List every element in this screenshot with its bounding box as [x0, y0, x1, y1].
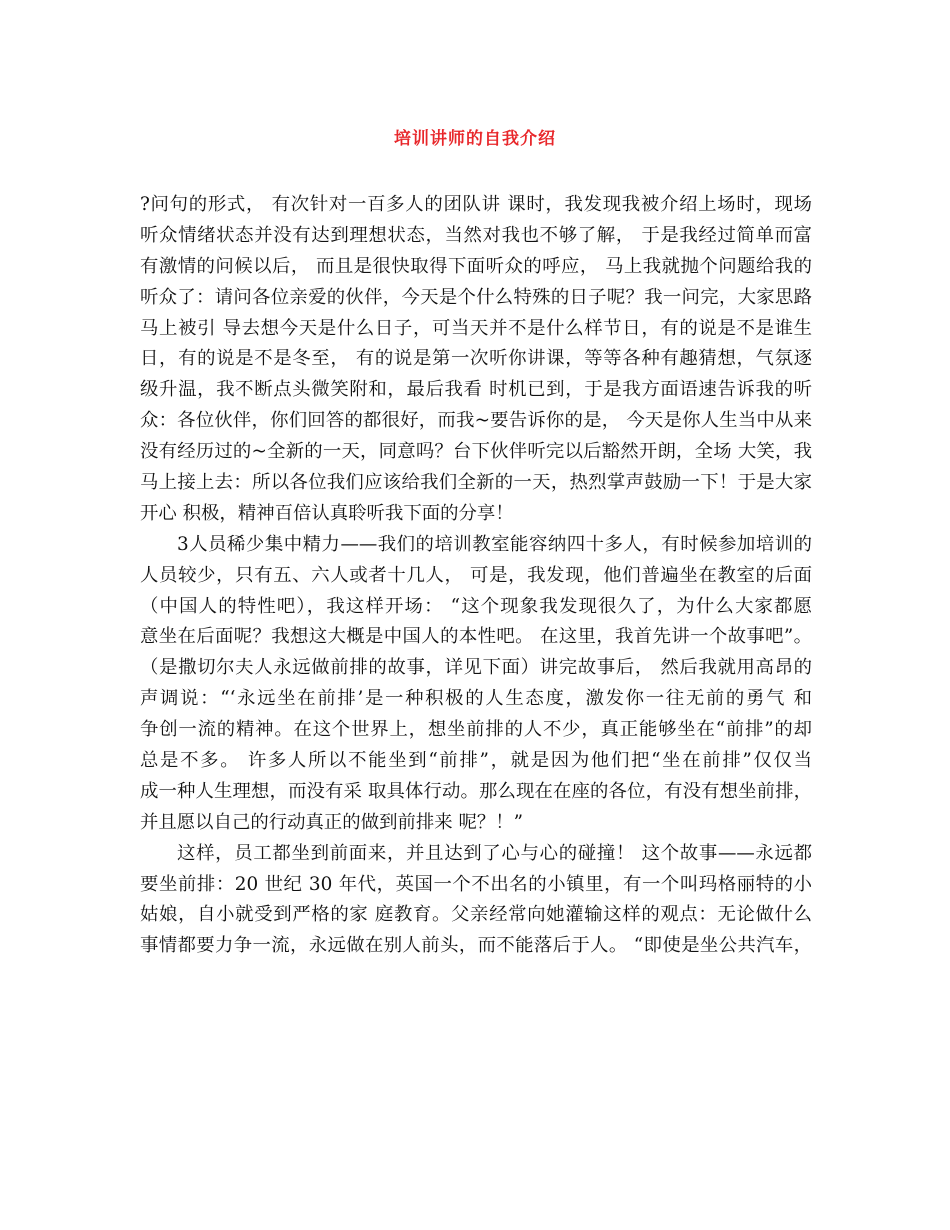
- text-line: 成一种人生理想，而没有采 取具体行动。那么现在在座的各位，有没有想坐前排，: [140, 780, 812, 802]
- text-line: 总是不多。 许多人所以不能坐到“前排”，就是因为他们把“坐在前排”仅仅当: [140, 750, 812, 772]
- text-line: 姑娘，自小就受到严格的家 庭教育。父亲经常向她灌输这样的观点：无论做什么: [140, 904, 812, 926]
- text-line: 开心 积极，精神百倍认真聆听我下面的分享！: [140, 502, 514, 524]
- text-line: （中国人的特性吧），我这样开场： “这个现象我发现很久了，为什么大家都愿: [140, 595, 812, 617]
- text-line: 没有经历过的~全新的一天，同意吗？台下伙伴听完以后豁然开朗，全场 大笑，我: [140, 441, 812, 463]
- text-line: （是撒切尔夫人永远做前排的故事，详见下面）讲完故事后， 然后我就用高昂的: [140, 657, 812, 679]
- text-line: 这样，员工都坐到前面来，并且达到了心与心的碰撞！ 这个故事——永远都: [177, 842, 812, 864]
- text-line: 众：各位伙伴，你们回答的都很好，而我~要告诉你的是， 今天是你人生当中从来: [140, 410, 812, 432]
- text-line: 马上接上去：所以各位我们应该给我们全新的一天，热烈掌声鼓励一下！于是大家: [140, 472, 812, 494]
- text-line: 要坐前排：20 世纪 30 年代，英国一个不出名的小镇里，有一个叫玛格丽特的小: [140, 873, 812, 895]
- text-line: 听众情绪状态并没有达到理想状态，当然对我也不够了解， 于是我经过简单而富: [140, 224, 812, 246]
- text-line: 日，有的说是不是冬至， 有的说是第一次听你讲课，等等各种有趣猜想，气氛逐: [140, 348, 812, 370]
- text-line: 听众了：请问各位亲爱的伙伴，今天是个什么特殊的日子呢？我一问完，大家思路: [140, 286, 812, 308]
- text-line: 级升温，我不断点头微笑附和，最后我看 时机已到，于是我方面语速告诉我的听: [140, 379, 812, 401]
- text-line: 3人员稀少集中精力——我们的培训教室能容纳四十多人，有时候参加培训的: [177, 533, 812, 555]
- text-line: 声调说：“‘永远坐在前排’是一种积极的人生态度，激发你一往无前的勇气 和: [140, 688, 812, 710]
- text-line: 事情都要力争一流，永远做在别人前头，而不能落后于人。 “即使是坐公共汽车，: [140, 935, 812, 957]
- text-line: 并且愿以自己的行动真正的做到前排来 呢？！”: [140, 811, 524, 833]
- document-body: [140, 190, 812, 962]
- text-line: 人员较少，只有五、六人或者十几人， 可是，我发现，他们普遍坐在教室的后面: [140, 564, 812, 586]
- text-line: 有激情的问候以后， 而且是很快取得下面听众的呼应， 马上我就抛个问题给我的: [140, 255, 812, 277]
- text-line: 意坐在后面呢？我想这大概是中国人的本性吧。 在这里，我首先讲一个故事吧”。: [140, 626, 812, 648]
- text-line: 争创一流的精神。在这个世界上，想坐前排的人不少，真正能够坐在“前排”的却: [140, 719, 812, 741]
- document-title: 培训讲师的自我介绍: [394, 129, 556, 149]
- text-line: ?问句的形式， 有次针对一百多人的团队讲 课时，我发现我被介绍上场时，现场: [140, 194, 812, 215]
- text-line: 马上被引 导去想今天是什么日子，可当天并不是什么样节日，有的说是不是谁生: [140, 317, 812, 339]
